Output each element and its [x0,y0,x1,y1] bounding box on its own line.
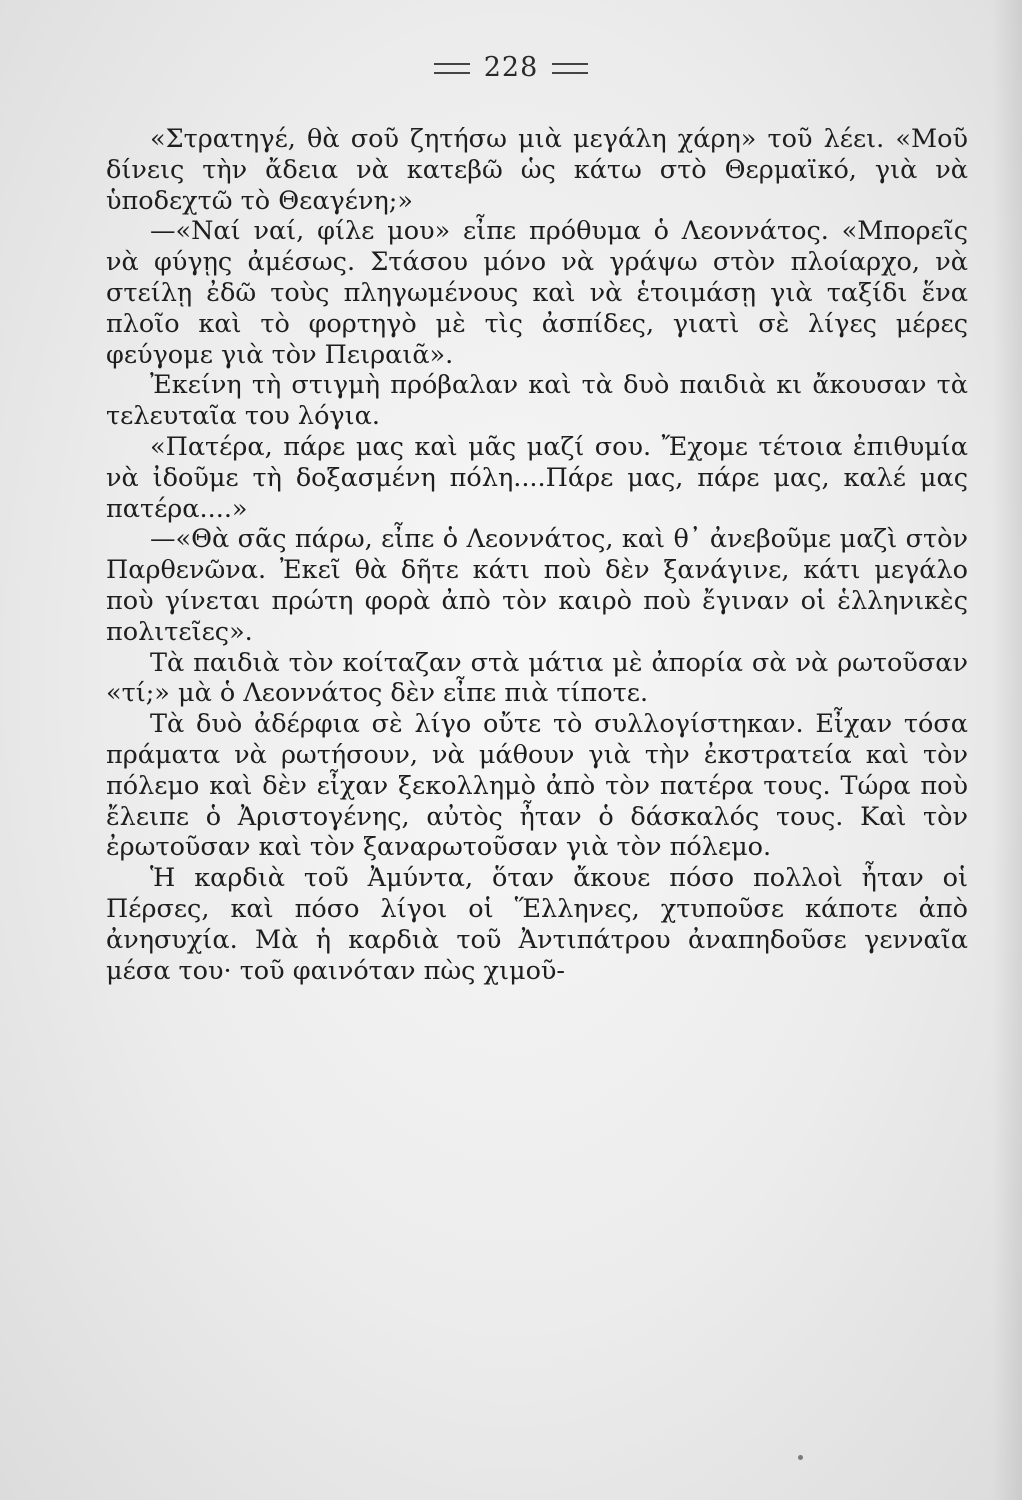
right-double-rule [552,63,588,74]
paragraph-5: —«Θὰ σᾶς πάρω, εἶπε ὁ Λεοννάτος, καὶ θ᾽ ἀνεβοῦμε μαζὶ στὸν Παρθενῶνα. Ἐκεῖ θὰ δῆτε κάτι ποὺ δὲν ξανάγινε, κάτι μεγάλο ποὺ γίνεται πρώτη φορὰ ἀπὸ τὸν καιρὸ ποὺ ἔγιναν οἱ ἑλληνικὲς πολιτεῖες». [106,524,968,647]
paragraph-4: «Πατέρα, πάρε μας καὶ μᾶς μαζί σου. Ἔχομε τέτοια ἐπιθυμία νὰ ἰδοῦμε τὴ δοξασμένη πόλη....Πάρε μας, πάρε μας, καλέ μας πατέρα....» [106,431,968,524]
page-edge-shadow [992,0,1022,1500]
paragraph-7: Τὰ δυὸ ἀδέρφια σὲ λίγο οὔτε τὸ συλλογίστηκαν. Εἶχαν τόσα πράματα νὰ ρωτήσουν, νὰ μάθουν γιὰ τὴν ἐκστρατεία καὶ τὸν πόλεμο καὶ δὲν εἶχαν ξεκολλημὸ ἀπὸ τὸν πατέρα τους. Τώρα ποὺ ἔλειπε ὁ Ἀριστογένης, αὐτὸς ἦταν ὁ δάσκαλός τους. Καὶ τὸν ἐρωτοῦσαν καὶ τὸν ξαναρωτοῦσαν γιὰ τὸν πόλεμο. [106,709,968,863]
paragraph-3: Ἐκείνη τὴ στιγμὴ πρόβαλαν καὶ τὰ δυὸ παιδιὰ κι ἄκουσαν τὰ τελευταῖα του λόγια. [106,370,968,432]
paragraph-6: Τὰ παιδιὰ τὸν κοίταζαν στὰ μάτια μὲ ἀπορία σὰ νὰ ρωτοῦσαν «τί;» μὰ ὁ Λεοννάτος δὲν εἶπε πιὰ τίποτε. [106,647,968,709]
page-number: 228 [483,52,539,83]
paragraph-2: —«Ναί ναί, φίλε μου» εἶπε πρόθυμα ὁ Λεοννάτος. «Μπορεῖς νὰ φύγῃς ἀμέσως. Στάσου μόνο νὰ γράψω στὸν πλοίαρχο, νὰ στείλῃ ἐδῶ τοὺς πληγωμένους καὶ νὰ ἑτοιμάσῃ γιὰ ταξίδι ἕνα πλοῖο καὶ τὸ φορτηγὸ μὲ τὶς ἀσπίδες, γιατὶ σὲ λίγες μέρες φεύγομε γιὰ τὸν Πειραιᾶ». [106,216,968,370]
body-text [106,124,968,986]
paper-speck [798,1455,803,1460]
left-double-rule [434,63,470,74]
page-header [0,52,1022,83]
paragraph-8: Ἡ καρδιὰ τοῦ Ἀμύντα, ὅταν ἄκουε πόσο πολλοὶ ἦταν οἱ Πέρσες, καὶ πόσο λίγοι οἱ Ἕλληνες, χτυποῦσε κάποτε ἀπὸ ἀνησυχία. Μὰ ἡ καρδιὰ τοῦ Ἀντιπάτρου ἀναπηδοῦσε γενναῖα μέσα του· τοῦ φαινόταν πὼς χιμοῦ- [106,863,968,986]
paragraph-1: «Στρατηγέ, θὰ σοῦ ζητήσω μιὰ μεγάλη χάρη» τοῦ λέει. «Μοῦ δίνεις τὴν ἄδεια νὰ κατεβῶ ὡς κάτω στὸ Θερμαϊκό, γιὰ νὰ ὑποδεχτῶ τὸ Θεαγένη;» [106,124,968,216]
